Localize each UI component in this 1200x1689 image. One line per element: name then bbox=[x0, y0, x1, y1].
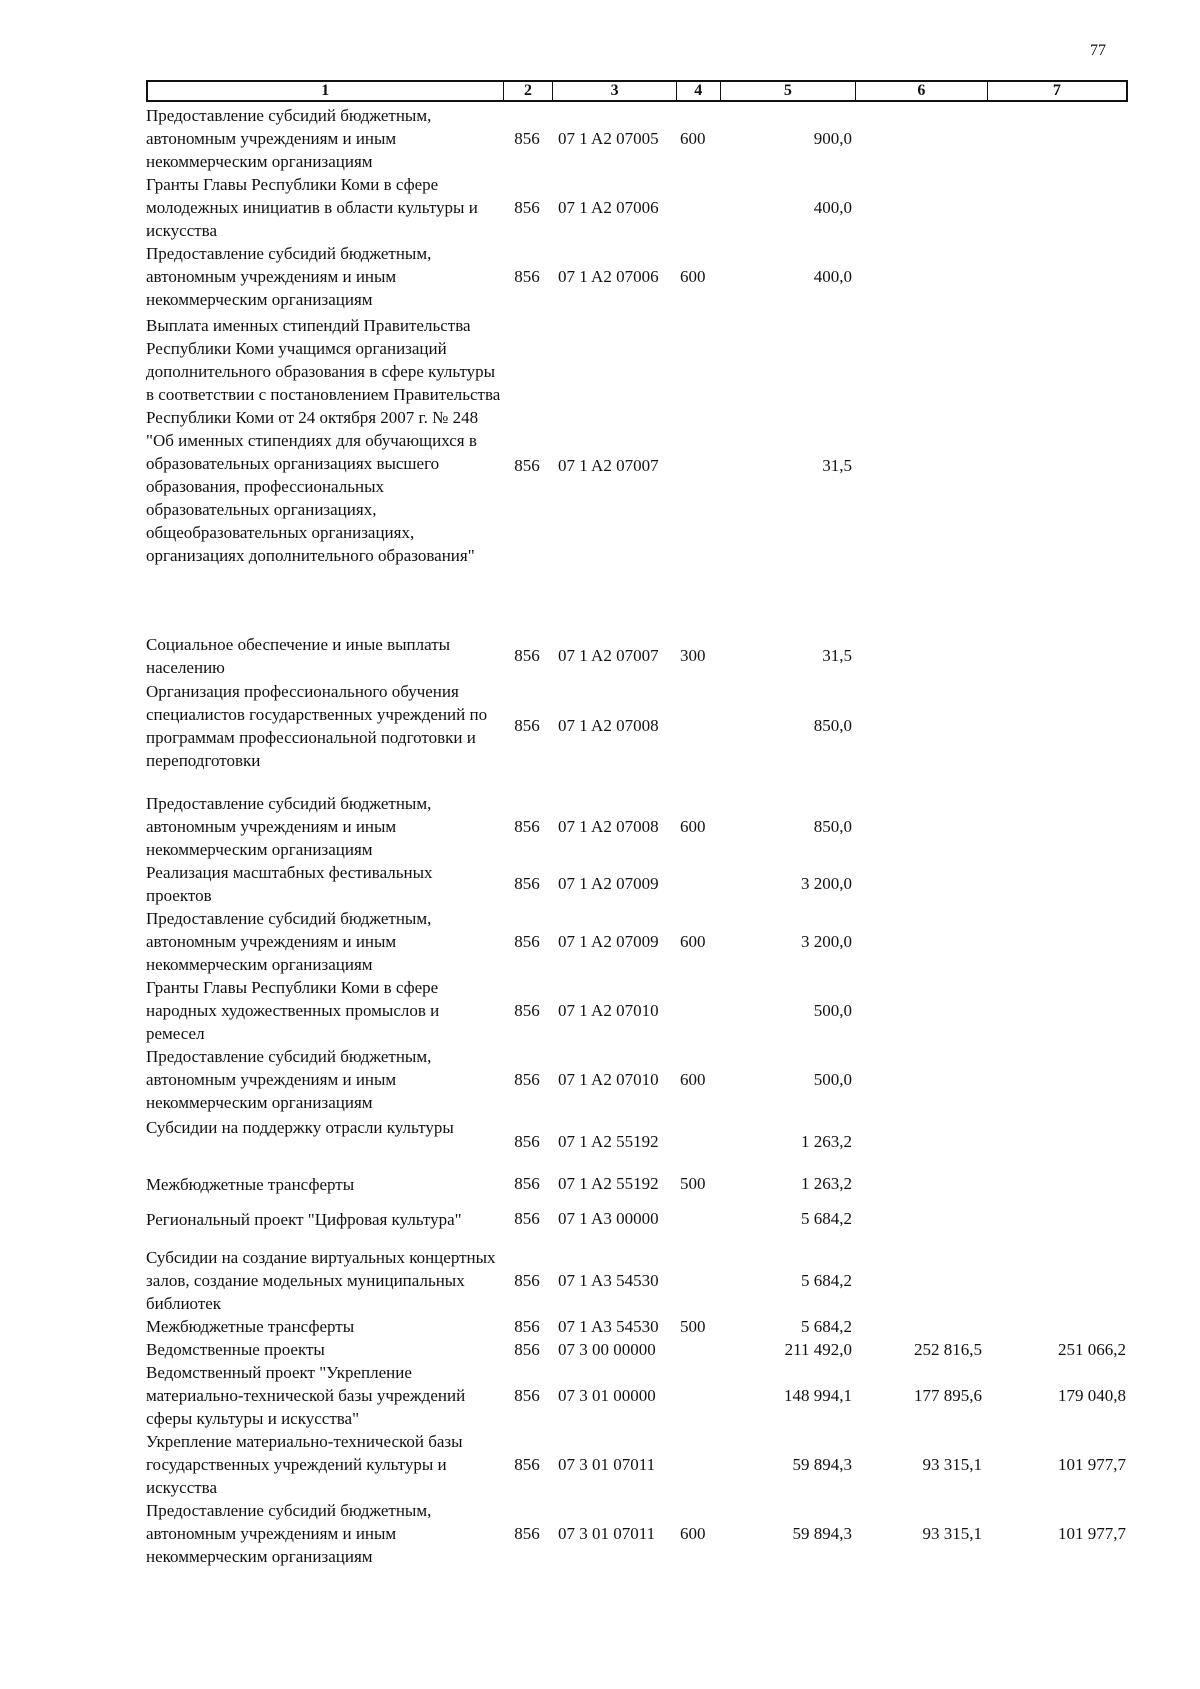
row-code: 856 bbox=[514, 128, 540, 148]
row-csr: 07 1 A2 07005 bbox=[558, 128, 659, 148]
table-row bbox=[146, 680, 1128, 772]
row-vr: 600 bbox=[680, 1523, 706, 1543]
row-csr: 07 1 A2 55192 bbox=[558, 1174, 659, 1193]
row-vr: 500 bbox=[680, 1174, 706, 1193]
table-row bbox=[146, 1116, 1128, 1166]
row-code: 856 bbox=[514, 1316, 540, 1336]
row-code: 856 bbox=[514, 1069, 540, 1089]
table-row bbox=[146, 976, 1128, 1045]
row-year1: 400,0 bbox=[813, 266, 852, 286]
row-csr: 07 1 A2 07008 bbox=[558, 816, 659, 836]
row-csr: 07 3 00 00000 bbox=[558, 1339, 656, 1359]
row-csr: 07 3 01 00000 bbox=[558, 1385, 656, 1405]
table-row bbox=[146, 1045, 1128, 1114]
row-year1: 5 684,2 bbox=[801, 1316, 852, 1336]
column-header-3: 3 bbox=[552, 82, 676, 100]
row-year2: 93 315,1 bbox=[922, 1454, 982, 1474]
row-year1: 1 263,2 bbox=[801, 1174, 852, 1193]
row-csr: 07 1 A2 07010 bbox=[558, 1069, 659, 1089]
row-name: Предоставление субсидий бюджетным, автономным учреждениям и иным некоммерческим организациям bbox=[146, 244, 432, 309]
row-vr: 300 bbox=[680, 646, 706, 665]
column-header-2: 2 bbox=[503, 82, 553, 100]
row-vr: 600 bbox=[680, 128, 706, 148]
row-code: 856 bbox=[514, 197, 540, 217]
row-year3: 179 040,8 bbox=[1058, 1385, 1126, 1405]
row-code: 856 bbox=[514, 1523, 540, 1543]
row-code: 856 bbox=[514, 266, 540, 286]
row-year1: 5 684,2 bbox=[801, 1270, 852, 1290]
table-row bbox=[146, 1338, 1128, 1361]
row-csr: 07 1 A2 07010 bbox=[558, 1000, 659, 1020]
row-vr: 600 bbox=[680, 1069, 706, 1089]
table-row bbox=[146, 1315, 1128, 1338]
table-row bbox=[146, 1361, 1128, 1430]
table-row bbox=[146, 242, 1128, 311]
row-code: 856 bbox=[514, 1000, 540, 1020]
row-year1: 3 200,0 bbox=[801, 931, 852, 951]
row-code: 856 bbox=[514, 646, 540, 665]
row-name: Гранты Главы Республики Коми в сфере народных художественных промыслов и ремесел bbox=[146, 978, 440, 1043]
row-code: 856 bbox=[514, 816, 540, 836]
row-name: Предоставление субсидий бюджетным, автономным учреждениям и иным некоммерческим организациям bbox=[146, 794, 432, 859]
row-vr: 500 bbox=[680, 1316, 706, 1336]
table-row bbox=[146, 861, 1128, 907]
row-vr: 600 bbox=[680, 816, 706, 836]
table-header bbox=[146, 80, 1128, 102]
table-row bbox=[146, 1202, 1128, 1236]
row-name: Гранты Главы Республики Коми в сфере молодежных инициатив в области культуры и искусства bbox=[146, 175, 478, 240]
row-csr: 07 1 A2 07008 bbox=[558, 716, 659, 735]
row-name: Предоставление субсидий бюджетным, автономным учреждениям и иным некоммерческим организациям bbox=[146, 1501, 432, 1566]
row-name: Субсидии на поддержку отрасли культуры bbox=[146, 1118, 454, 1137]
row-year1: 211 492,0 bbox=[784, 1339, 852, 1359]
table-row bbox=[146, 907, 1128, 976]
row-csr: 07 1 A2 07007 bbox=[558, 646, 659, 665]
table-row bbox=[146, 1166, 1128, 1202]
row-year1: 148 994,1 bbox=[784, 1385, 852, 1405]
row-code: 856 bbox=[514, 1174, 540, 1193]
row-csr: 07 1 A3 00000 bbox=[558, 1209, 659, 1228]
row-csr: 07 1 A2 07006 bbox=[558, 197, 659, 217]
row-name: Выплата именных стипендий Правительства Республики Коми учащимся организаций дополнительного образования в сфере культуры в соответствии с постановлением Правительства Республики Коми от 24 октября 2007 г. № 248 "Об именных стипендиях для обучающихся в образовательных организациях высшего образования, профессиональных образовательных организациях, общеобразовательных организациях, организациях дополнительного образования" bbox=[146, 316, 501, 565]
table-row bbox=[146, 104, 1128, 173]
row-year1: 850,0 bbox=[813, 716, 852, 735]
row-year3: 251 066,2 bbox=[1058, 1339, 1126, 1359]
row-code: 856 bbox=[514, 1209, 540, 1228]
row-csr: 07 1 A2 07009 bbox=[558, 874, 659, 893]
row-code: 856 bbox=[514, 1339, 540, 1359]
row-name: Социальное обеспечение и иные выплаты населению bbox=[146, 635, 451, 677]
row-code: 856 bbox=[514, 1132, 540, 1151]
column-header-5: 5 bbox=[720, 82, 855, 100]
column-header-1: 1 bbox=[321, 82, 330, 99]
row-name: Ведомственный проект "Укрепление материально-технической базы учреждений сферы культуры и искусства" bbox=[146, 1363, 466, 1428]
row-name: Реализация масштабных фестивальных проектов bbox=[146, 863, 433, 905]
row-name: Региональный проект "Цифровая культура" bbox=[146, 1209, 462, 1229]
row-vr: 600 bbox=[680, 266, 706, 286]
table-row bbox=[146, 1430, 1128, 1499]
row-year1: 900,0 bbox=[813, 128, 852, 148]
column-header-4: 4 bbox=[676, 82, 720, 100]
page-number: 77 bbox=[1090, 42, 1106, 59]
column-header-6: 6 bbox=[855, 82, 986, 100]
table-row bbox=[146, 632, 1128, 680]
row-code: 856 bbox=[514, 1270, 540, 1290]
row-year1: 31,5 bbox=[822, 646, 852, 665]
row-year1: 3 200,0 bbox=[801, 874, 852, 893]
row-year2: 93 315,1 bbox=[922, 1523, 982, 1543]
row-code: 856 bbox=[514, 1454, 540, 1474]
row-year1: 500,0 bbox=[813, 1000, 852, 1020]
row-name: Предоставление субсидий бюджетным, автономным учреждениям и иным некоммерческим организациям bbox=[146, 1047, 432, 1112]
table-row bbox=[146, 173, 1128, 242]
row-year1: 59 894,3 bbox=[792, 1523, 852, 1543]
row-code: 856 bbox=[514, 931, 540, 951]
table-row bbox=[146, 314, 1128, 590]
row-csr: 07 1 A2 55192 bbox=[558, 1132, 659, 1151]
row-name: Предоставление субсидий бюджетным, автономным учреждениям и иным некоммерческим организациям bbox=[146, 106, 432, 171]
row-csr: 07 1 A2 07009 bbox=[558, 931, 659, 951]
row-name: Субсидии на создание виртуальных концертных залов, создание модельных муниципальных библиотек bbox=[146, 1248, 496, 1313]
column-header-7: 7 bbox=[987, 82, 1126, 100]
row-year2: 252 816,5 bbox=[914, 1339, 982, 1359]
row-year3: 101 977,7 bbox=[1058, 1523, 1126, 1543]
row-name: Ведомственные проекты bbox=[146, 1340, 325, 1359]
row-year1: 5 684,2 bbox=[801, 1209, 852, 1228]
row-csr: 07 1 A2 07007 bbox=[558, 456, 659, 475]
row-vr: 600 bbox=[680, 931, 706, 951]
table-row bbox=[146, 1246, 1128, 1315]
row-code: 856 bbox=[514, 716, 540, 735]
row-year1: 1 263,2 bbox=[801, 1132, 852, 1151]
row-year1: 31,5 bbox=[822, 456, 852, 475]
row-name: Предоставление субсидий бюджетным, автономным учреждениям и иным некоммерческим организациям bbox=[146, 909, 432, 974]
row-name: Межбюджетные трансферты bbox=[146, 1317, 355, 1336]
table-row bbox=[146, 792, 1128, 861]
row-csr: 07 1 A2 07006 bbox=[558, 266, 659, 286]
row-csr: 07 1 A3 54530 bbox=[558, 1270, 659, 1290]
row-year1: 850,0 bbox=[813, 816, 852, 836]
row-code: 856 bbox=[514, 456, 540, 475]
row-code: 856 bbox=[514, 874, 540, 893]
row-year1: 500,0 bbox=[813, 1069, 852, 1089]
row-name: Укрепление материально-технической базы государственных учреждений культуры и искусства bbox=[146, 1432, 463, 1497]
row-csr: 07 3 01 07011 bbox=[558, 1523, 656, 1543]
row-year1: 400,0 bbox=[813, 197, 852, 217]
row-name: Организация профессионального обучения специалистов государственных учреждений по программам профессиональной подготовки и переподготовки bbox=[146, 682, 488, 770]
row-year1: 59 894,3 bbox=[792, 1454, 852, 1474]
row-year3: 101 977,7 bbox=[1058, 1454, 1126, 1474]
row-csr: 07 1 A3 54530 bbox=[558, 1316, 659, 1336]
row-name: Межбюджетные трансферты bbox=[146, 1174, 355, 1194]
row-code: 856 bbox=[514, 1385, 540, 1405]
row-csr: 07 3 01 07011 bbox=[558, 1454, 656, 1474]
row-year2: 177 895,6 bbox=[914, 1385, 982, 1405]
table-row bbox=[146, 1499, 1128, 1568]
